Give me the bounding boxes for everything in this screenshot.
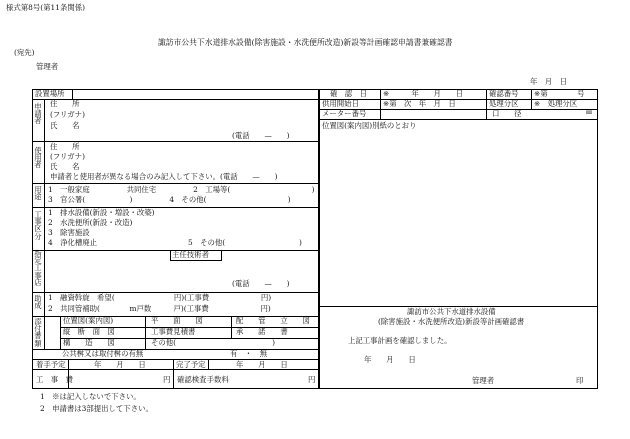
form-title: 諏訪市公共下水道排水設備(除害施設・水洗便所改造)新設等計画確認申請書兼確認書 [158,38,453,47]
use-line-1: 1 一般家庭 共同住宅 2 工場等( ) [48,185,315,194]
user-label: 使用者 [34,146,42,170]
attach-piping: 配 管 立 図 [236,316,310,325]
confirm-number-value: ※第 号 [534,89,585,98]
seal-mark: 印 [576,376,584,385]
work-item-4: 4 浄化槽廃止 [48,238,98,247]
location-label: 設置場所 [35,89,65,98]
user-address: 住 所 [50,142,80,151]
use-line-2: 3 官公署( ) 4 その他( ) [48,195,291,204]
contractor-label: 指定工事店 [34,249,42,287]
attach-location-map: 位置図(案内図) [63,316,114,325]
meter-number-label: メーター番号 [322,109,367,118]
work-item-5: 5 その他( ) [188,238,302,247]
attachments-label: 添付書類 [34,317,42,348]
confirmation-title-2: (除害施設・水洗便所改造)新設等計画確認書 [378,317,525,326]
user-furigana: (フリガナ) [50,152,85,161]
aid-label: 助成 [34,294,42,311]
attach-structure: 構 造 図 [63,338,115,347]
confirmation-date: 年 月 日 [364,355,416,364]
user-name: 氏 名 [50,162,80,171]
attach-consent: 承 諾 書 [236,327,288,336]
start-date: 年 月 日 [94,360,146,369]
work-item-2: 2 水洗便所(新設・改造) [48,218,133,227]
applicant-tel: (電話 — ) [232,131,290,140]
aid-line-1: 1 融資斡旋 希望( 円)(工事費 円) [48,293,272,302]
note-2: 2 申請書は3部提出して下さい。 [40,404,153,413]
confirmation-text: 上記工事計画を確認しました。 [348,336,452,345]
service-start-label: 供用開始日 [322,99,359,108]
caliber-unit: ㎜ [586,109,593,116]
end-label: 完了予定 [176,360,206,369]
contractor-tel: (電話 — ) [232,279,290,288]
aid-line-2: 2 共同管補助( m戸数 戸)(工事費 円) [48,304,271,313]
manager-label: 管理者 [472,376,495,385]
use-label: 用途 [34,185,42,202]
attach-section: 縦 断 面 図 [63,327,115,336]
start-label: 着手予定 [36,360,66,369]
public-basin-label: 公共桝又は取付桝の有無 [62,349,144,358]
user-note: 申請者と使用者が異なる場合のみ記入して下さい。(電話 — ) [50,172,278,181]
public-basin-value: 有 ・ 無 [230,349,267,358]
work-item-1: 1 排水設備(新設・増設・改築) [48,208,155,217]
addressee: (宛先) [14,48,35,57]
attach-plan: 平 面 図 [151,316,203,325]
fee-label: 確認検査手数料 [177,375,229,384]
fee-yen: 円 [308,375,316,384]
attach-estimate: 工事費見積書 [151,327,196,336]
confirmation-title-1: 諏訪市公共下水道排水設備 [407,307,496,316]
note-1: 1 ※は記入しないで下さい。 [40,392,141,401]
treatment-district-value: ※ 処理分区 [534,99,578,108]
form-number: 様式第8号(第11条関係) [6,3,85,12]
cost-label: 工 事 費 [36,375,73,384]
applicant-label: 申請者 [34,102,42,126]
service-start-value: ※第 次 年 月 日 [383,99,456,108]
caliber-label: 口 径 [492,109,522,118]
recipient: 管理者 [36,62,59,71]
work-category-label: 工事区分 [34,210,42,241]
attach-other: その他( ) [151,338,276,347]
treatment-district-label: 処理分区 [489,99,519,108]
work-item-3: 3 除害施設 [48,228,90,237]
applicant-name: 氏 名 [50,121,80,130]
confirm-date-label: 確 認 日 [330,89,367,98]
confirm-number-label: 確認番号 [489,89,519,98]
end-date: 年 月 日 [236,360,288,369]
chief-engineer-label: 主任技術者 [172,250,209,259]
confirm-date-value: ※ 年 月 日 [383,89,464,98]
cost-yen: 円 [163,375,171,384]
applicant-furigana: (フリガナ) [50,110,85,119]
applicant-address: 住 所 [50,99,80,108]
application-date: 年 月 日 [530,77,567,86]
map-note: 位置図(案内図)別紙のとおり [322,121,417,130]
